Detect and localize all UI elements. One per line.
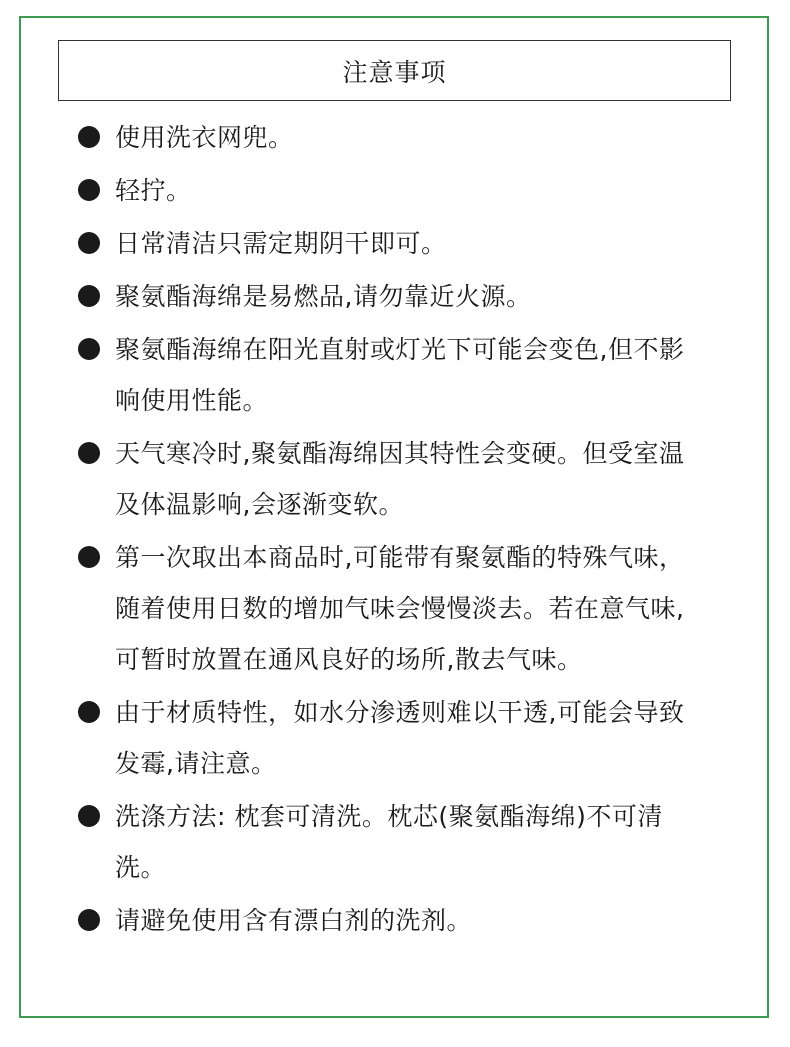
bullet-icon	[78, 126, 100, 148]
title-box	[58, 40, 731, 101]
note-text: 轻拧。	[115, 176, 192, 205]
bullet-icon	[78, 232, 100, 254]
note-text: 聚氨酯海绵在阳光直射或灯光下可能会变色,但不影响使用性能。	[115, 335, 685, 415]
note-text: 天气寒冷时,聚氨酯海绵因其特性会变硬。但受室温及体温影响,会逐渐变软。	[115, 439, 685, 519]
list-item	[78, 324, 708, 426]
list-item	[78, 165, 708, 216]
bullet-icon	[78, 442, 100, 464]
bullet-icon	[78, 179, 100, 201]
bullet-icon	[78, 909, 100, 931]
bullet-icon	[78, 701, 100, 723]
note-text: 日常清洁只需定期阴干即可。	[115, 229, 447, 258]
list-item	[78, 112, 708, 163]
note-text: 由于材质特性，如水分渗透则难以干透,可能会导致发霉,请注意。	[115, 698, 685, 778]
note-text: 聚氨酯海绵是易燃品,请勿靠近火源。	[115, 282, 532, 311]
list-item	[78, 895, 708, 946]
list-item	[78, 687, 708, 789]
list-item	[78, 532, 708, 685]
note-text: 请避免使用含有漂白剂的洗剂。	[115, 906, 473, 935]
notes-list	[78, 112, 708, 948]
list-item	[78, 271, 708, 322]
note-text: 使用洗衣网兜。	[115, 123, 294, 152]
list-item	[78, 791, 708, 893]
bullet-icon	[78, 285, 100, 307]
list-item	[78, 428, 708, 530]
list-item	[78, 218, 708, 269]
bullet-icon	[78, 805, 100, 827]
note-text: 第一次取出本商品时,可能带有聚氨酯的特殊气味，随着使用日数的增加气味会慢慢淡去。若在意气味,可暂时放置在通风良好的场所,散去气味。	[115, 543, 685, 674]
bullet-icon	[78, 546, 100, 568]
page-title: 注意事项	[342, 57, 447, 87]
note-text: 洗涤方法: 枕套可清洗。枕芯(聚氨酯海绵)不可清洗。	[115, 802, 663, 882]
bullet-icon	[78, 338, 100, 360]
